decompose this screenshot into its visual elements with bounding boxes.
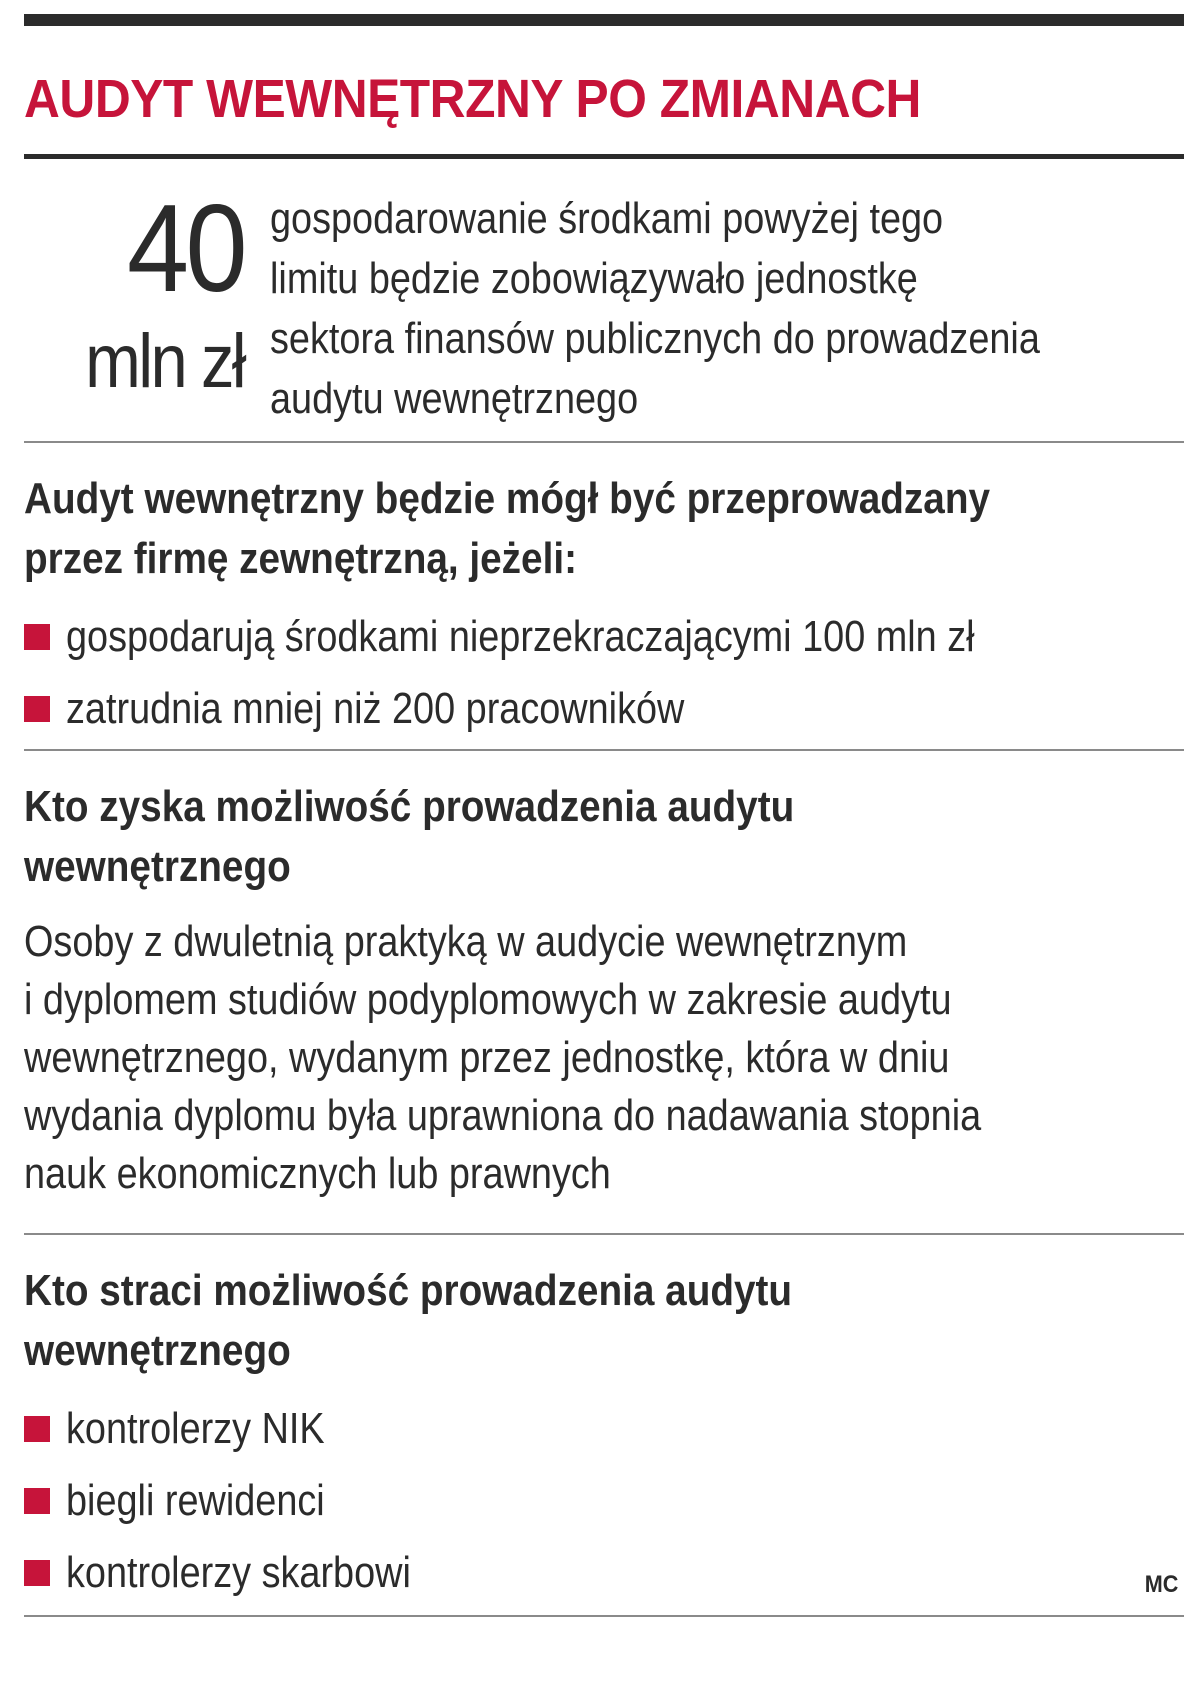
square-bullet-icon xyxy=(24,624,50,650)
stat-description-line: limitu będzie zobowiązywało jednostkę xyxy=(270,254,918,303)
square-bullet-icon xyxy=(24,1416,50,1442)
square-bullet-icon xyxy=(24,696,50,722)
section-heading xyxy=(24,469,1045,589)
condition-list xyxy=(24,601,1184,745)
section-lose xyxy=(24,1235,1184,1615)
stat-unit: mln zł xyxy=(85,319,244,404)
list-item-text: kontrolerzy skarbowi xyxy=(66,1548,411,1597)
section-outsourcing xyxy=(24,443,1184,749)
list-item-text: zatrudnia mniej niż 200 pracowników xyxy=(66,684,685,733)
section-heading-line: Kto straci możliwość prowadzenia audytu xyxy=(24,1266,793,1315)
square-bullet-icon xyxy=(24,1488,50,1514)
bottom-rule xyxy=(24,1615,1184,1617)
top-rule xyxy=(24,14,1184,26)
section-gain xyxy=(24,751,1184,1233)
section-heading xyxy=(24,1261,1045,1381)
section-heading xyxy=(24,777,1045,897)
section-heading-line: Kto zyska możliwość prowadzenia audytu xyxy=(24,782,795,831)
paragraph-line: wydania dyplomu była uprawniona do nadawania stopnia xyxy=(24,1091,982,1140)
section-heading-line: wewnętrznego xyxy=(24,1326,291,1375)
stat-description-line: audytu wewnętrznego xyxy=(270,374,639,423)
stat-description xyxy=(270,189,1070,429)
stat-block xyxy=(24,159,1184,441)
list-item-text: gospodarują środkami nieprzekraczającymi 100 mln zł xyxy=(66,612,975,661)
list-item-text: kontrolerzy NIK xyxy=(66,1404,325,1453)
list-item-text: biegli rewidenci xyxy=(66,1476,325,1525)
section-heading-line: przez firmę zewnętrzną, jeżeli: xyxy=(24,534,577,583)
section-paragraph xyxy=(24,913,1022,1203)
infographic xyxy=(24,14,1184,1617)
source-credit: MC xyxy=(1144,1571,1178,1598)
section-heading-line: Audyt wewnętrzny będzie mógł być przeprowadzany xyxy=(24,474,991,523)
paragraph-line: Osoby z dwuletnią praktyką w audycie wewnętrznym xyxy=(24,917,908,966)
stat-description-line: sektora finansów publicznych do prowadzenia xyxy=(270,314,1040,363)
paragraph-line: i dyplomem studiów podyplomowych w zakresie audytu xyxy=(24,975,952,1024)
section-heading-line: wewnętrznego xyxy=(24,842,291,891)
stat-description-line: gospodarowanie środkami powyżej tego xyxy=(270,194,944,243)
infographic-title: AUDYT WEWNĘTRZNY PO ZMIANACH xyxy=(24,69,921,129)
list-item xyxy=(24,1537,1184,1609)
list-item xyxy=(24,1393,1184,1465)
list-item xyxy=(24,601,1184,673)
list-item xyxy=(24,673,1184,745)
list-item xyxy=(24,1465,1184,1537)
paragraph-line: nauk ekonomicznych lub prawnych xyxy=(24,1149,611,1198)
stat-value: 40 xyxy=(127,180,244,318)
excluded-list xyxy=(24,1393,1184,1609)
paragraph-line: wewnętrznego, wydanym przez jednostkę, która w dniu xyxy=(24,1033,950,1082)
square-bullet-icon xyxy=(24,1560,50,1586)
